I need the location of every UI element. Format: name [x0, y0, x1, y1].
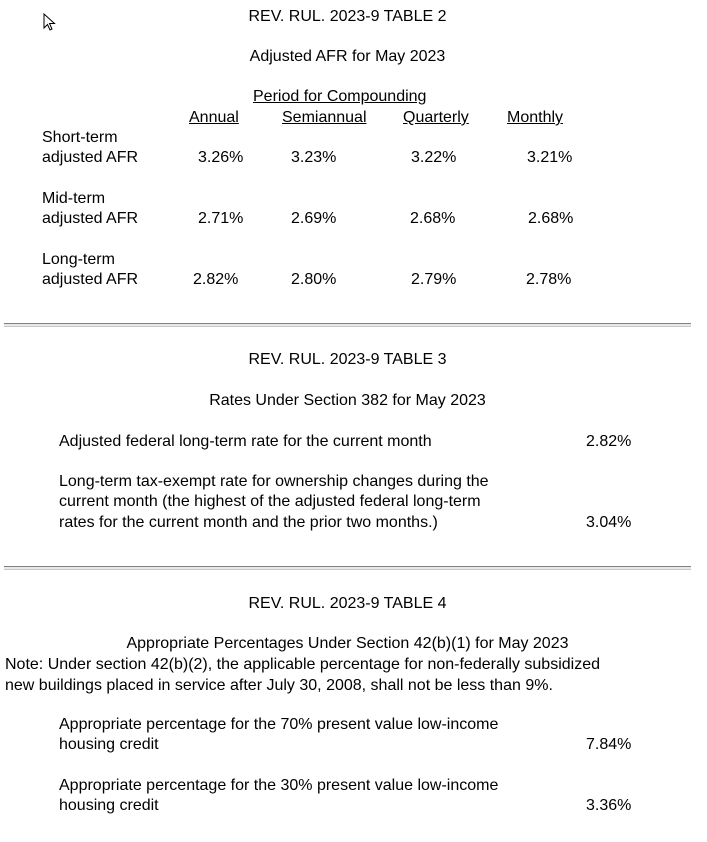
- section-divider-1: [4, 323, 691, 327]
- table4-title: REV. RUL. 2023-9 TABLE 4: [248, 595, 447, 612]
- section382-item2-text-line2: current month (the highest of the adjusted federal long-term: [59, 493, 481, 510]
- row-label-short-term-line1: Short-term: [42, 129, 118, 146]
- mid-term-quarterly-value: 2.68%: [410, 210, 456, 227]
- short-term-semiannual-value: 3.23%: [291, 149, 337, 166]
- mid-term-semiannual-value: 2.69%: [291, 210, 337, 227]
- short-term-monthly-value: 3.21%: [527, 149, 573, 166]
- section382-item1-text: Adjusted federal long-term rate for the current month: [59, 433, 432, 450]
- table2-title: REV. RUL. 2023-9 TABLE 2: [248, 8, 447, 25]
- table4-subtitle: Appropriate Percentages Under Section 42(b)(1) for May 2023: [126, 635, 569, 652]
- credit-70-text-line1: Appropriate percentage for the 70% present value low-income: [59, 716, 499, 733]
- credit-30-value: 3.36%: [586, 797, 632, 814]
- table2-subtitle: Adjusted AFR for May 2023: [249, 48, 446, 65]
- short-term-annual-value: 3.26%: [198, 149, 244, 166]
- row-label-long-term-line1: Long-term: [42, 251, 115, 268]
- long-term-quarterly-value: 2.79%: [411, 271, 457, 288]
- row-label-mid-term-line2: adjusted AFR: [42, 210, 139, 227]
- section382-item2-text-line1: Long-term tax-exempt rate for ownership changes during the: [59, 473, 489, 490]
- table4-note-line1: Note: Under section 42(b)(2), the applicable percentage for non-federally subsidized: [5, 656, 601, 673]
- column-header-monthly: Monthly: [507, 109, 564, 126]
- long-term-semiannual-value: 2.80%: [291, 271, 337, 288]
- column-header-annual: Annual: [189, 109, 239, 126]
- section-divider-2: [4, 566, 691, 570]
- credit-30-text-line1: Appropriate percentage for the 30% present value low-income: [59, 777, 499, 794]
- credit-30-text-line2: housing credit: [59, 797, 159, 814]
- mid-term-monthly-value: 2.68%: [528, 210, 574, 227]
- long-term-annual-value: 2.82%: [193, 271, 239, 288]
- credit-70-text-line2: housing credit: [59, 736, 159, 753]
- row-label-long-term-line2: adjusted AFR: [42, 271, 139, 288]
- table4-note-line2: new buildings placed in service after July 30, 2008, shall not be less than 9%.: [5, 677, 553, 694]
- table3-subtitle: Rates Under Section 382 for May 2023: [209, 392, 486, 409]
- period-for-compounding-header: Period for Compounding: [253, 88, 427, 105]
- short-term-quarterly-value: 3.22%: [411, 149, 457, 166]
- row-label-mid-term-line1: Mid-term: [42, 190, 106, 207]
- section382-item2-text-line3: rates for the current month and the prior two months.): [59, 514, 438, 531]
- table3-title: REV. RUL. 2023-9 TABLE 3: [248, 351, 447, 368]
- mid-term-annual-value: 2.71%: [198, 210, 244, 227]
- row-label-short-term-line2: adjusted AFR: [42, 149, 139, 166]
- credit-70-value: 7.84%: [586, 736, 632, 753]
- section382-item2-value: 3.04%: [586, 514, 632, 531]
- section382-item1-value: 2.82%: [586, 433, 632, 450]
- column-header-quarterly: Quarterly: [403, 109, 469, 126]
- column-header-semiannual: Semiannual: [282, 109, 367, 126]
- long-term-monthly-value: 2.78%: [526, 271, 572, 288]
